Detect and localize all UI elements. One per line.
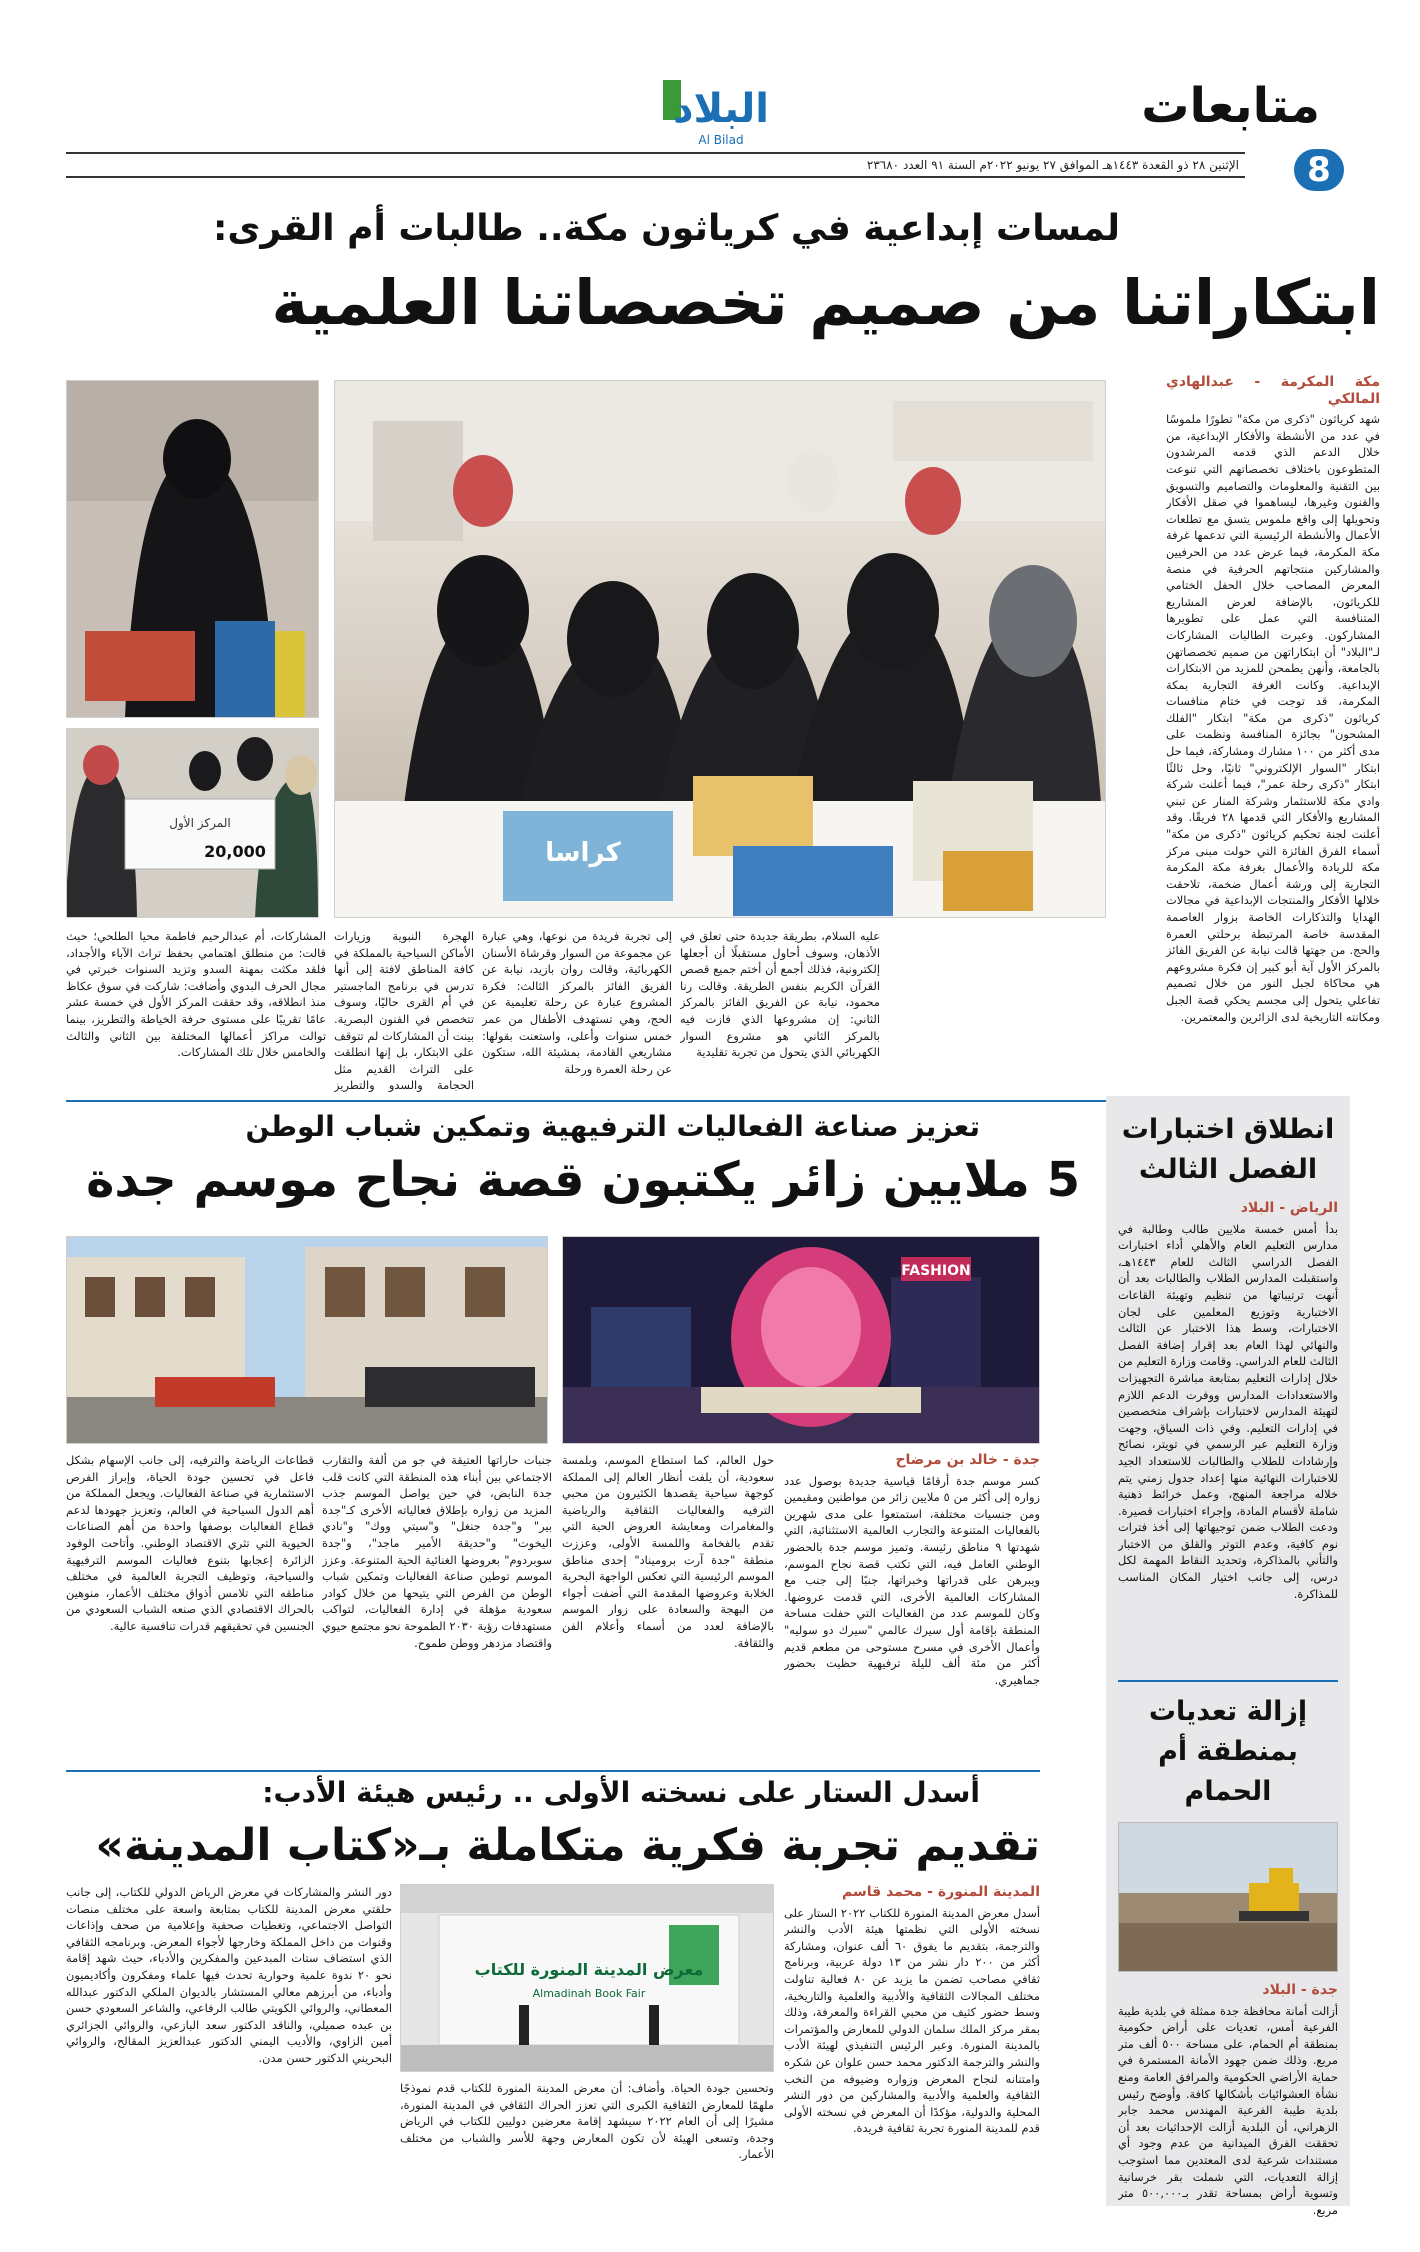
story1-col-right: [1166, 374, 1380, 1094]
bulldozer-image: [1119, 1823, 1337, 1972]
logo-wordmark: البلاد: [673, 86, 769, 132]
story2-col2: حول العالم، كما استطاع الموسم، وبلمسة سعودية، أن يلفت أنظار العالم إلى المملكة كوجهة سياحية يقصدها الكثيرون من محبي الترفيه والفعاليات الثقافية والرياضية والمغامرات ومعايشة العروض الحية التي تقدم بالفخامة واللمسة الأولى، وعززت منطقة "جدة آرت بروميناد" إحدى مناطق الموسم الرئيسية التي تعكس الواجهة البحرية الخلابة وعروضها المقدمة التي أضفت أجواء من البهجة والسعادة على زوار الموسم بالإضافة لعدد من أسماء وأعلام الفن والثقافة.: [562, 1453, 774, 1650]
sidebar-box2-byline: جدة - البلاد: [1262, 1982, 1338, 1998]
sidebar: [1106, 1096, 1350, 2217]
story1-col-mid1: عليه السلام، بطريقة جديدة حتى تعلق في الأذهان، وسوف أحاول مستقبلًا أن أجعلها إلكترونية، فذلك أجمع أن أختم جميع قصص القرآن الكريم بنفس الطريقة. وقالت رنا محمود، نيابة عن الفريق الفائز بالمركز الثاني: إن مشروعها الذي فازت فيه بالمركز الثاني هو مشروع السوار الكهربائي الذي يتحول من تجربة تقليدية: [680, 929, 880, 1060]
story2-col1: [784, 1452, 1040, 1777]
historic-jeddah-image: [66, 1237, 547, 1444]
dateline: الإثنين ٢٨ ذو القعدة ١٤٤٣هـ الموافق ٢٧ يونيو ٢٠٢٢م السنة ٩١ العدد ٢٣٦٨٠: [66, 152, 1245, 178]
sidebar-box1-byline: الرياض - البلاد: [1240, 1200, 1338, 1216]
sidebar-box1-body: [1118, 1200, 1338, 1670]
divider-1: [66, 1100, 1106, 1102]
story1-byline: مكة المكرمة - عبدالهادي المالكي: [1166, 374, 1380, 407]
students-exhibit-image: [334, 381, 1105, 918]
page-number: 8: [1290, 145, 1348, 195]
award-cheque-image: [66, 729, 318, 918]
story1-craft-photo: [66, 380, 319, 718]
story3-byline: المدينة المنورة - محمد قاسم: [842, 1884, 1040, 1900]
story3-bookfair-photo: [400, 1884, 774, 2072]
story2-col3: جنبات حاراتها العتيقة في جو من ألفة والتقارب الاجتماعي بين أبناء هذه المنطقة التي كانت قلب جدة النابض، في حين يواصل الموسم جذب المزيد من زواره بإطلاق فعالياته الأخرى كـ"جدة بير" و"جدة جنغل" و"سيتي ووك" و"نادي اليخوت" و"حديقة الأمير ماجد"، و"جدة سوبردوم" بعروضها الغنائية الحية المتنوعة. وعزز الموسم توطين صناعة الفعاليات وتمكين شباب الوطن من الفرص التي يتيحها من خلال كوادر سعودية مؤهلة في إدارة الفعاليات، لتواكب مستهدفات رؤية ٢٠٣٠ الطموحة نحو مجتمع حيوي واقتصاد مزدهر ووطن طموح.: [322, 1453, 552, 1650]
story3-col3: دور النشر والمشاركات في معرض الرياض الدولي للكتاب، إلى جانب حلقتي معرض المدينة للكتاب بمتابعة واسعة على مختلف منصات التواصل الاجتماعي، وتغطيات صحفية وإعلامية من صحف وإذاعات وقنوات من داخل المملكة وخارجها لأجواء المعرض. وبرنامجه الثقافي الذي استضاف ستات المبدعين والمفكرين والأدباء، حيث شهد إقامة نحو ٢٠ ندوة علمية وحوارية تحدث فيها علماء ومفكرون وأكاديميون وأدباء، من أبرزهم معالي المستشار بالديوان الملكي الدكتور عبدالله المعطاني، والروائي الكويتي طالب الرفاعي، والشاعر السعودي حسن بن عبده صميلي، والناقد الدكتور سعد البازعي، والروائي الجزائري أمين الزاوي، والأديب اليمني الدكتور عبدالعزيز المقالح، والروائي البحريني الدكتور حسن مدن.: [66, 1885, 392, 2065]
jeddah-season-night-image: [562, 1237, 1039, 1444]
sidebar-box1-text: بدأ أمس خمسة ملايين طالب وطالبة في مدارس التعليم العام والأهلي أداء اختبارات الفصل الدراسي الثالث للعام ١٤٤٣هـ، واستقبلت المدارس الطلاب والطالبات بعد أن أنهت ترتيباتها من تنظيم وتهيئة القاعات الاختبارية وتوزيع المعلمين على لجان الاختبارات، وسط هذا الاختبار عن الثالث والنهائي لهذا العام بعد إقرار إضافة الفصل الثالث للعام الدراسي. وقامت وزارة التعليم من خلال إدارات التعليم بمتابعة مباشرة التجهيزات والاستعدادات المدارس ووفرت الدعم اللازم لتهيئة المدارس لاختبارات بإشراف متخصصين في إدارات التعليم. وفي ذات السياق، وجهت وزارة التعليم عبر الرسمي في تويتر، نصائح وإرشادات للطلاب والطالبات للاستعداد الجيد للاختبارات النهائية منها إعداد جدول زمني يتم خلاله مراجعة المنهج، وعمل خرائط ذهنية شاملة لأقسام المادة، وإجراء اختبارات قصيرة. ودعت الطلاب ضمن توجيهاتها إلى أخذ فترات نوم كافية، وعدم التوتر والقلق من الاختبار والتأني بالمذاكرة، وتحديد النقاط المهمة لكل درس، إلى جانب اختيار المكان المناسب للمذاكرة.: [1118, 1221, 1338, 1601]
story2-byline: جدة - خالد بن مرضاح: [895, 1452, 1040, 1468]
cheque-amount: 20,000: [204, 842, 266, 861]
section-title: متابعات: [1141, 78, 1320, 134]
story2-kicker: تعزيز صناعة الفعاليات الترفيهية وتمكين شباب الوطن: [245, 1110, 980, 1143]
book-fair-en: Almadinah Book Fair: [532, 1987, 646, 2000]
story1-col-mid4: المشاركات، أم عبدالرحيم فاطمة محيا الطلحي؛ حيث قالت: من منطلق اهتمامي بحفظ تراث الآباء والأجداد، فلقد مكثت بمهنة السدو وتزيد السنوات خبرتي في مجال الحرف البدوي وأضافت: شاركت في سوق عكاظ منذ انطلاقه، وقد حققت المركز الأول في خمسة عشر عامًا تقريبًا على مستوى حرفة الخياطة والتطريز، بينما توالت مراكز أعمالها المختلفة بين الثاني والثالث والخامس خلال تلك المشاركات.: [66, 929, 326, 1060]
story3-headline: تقديم تجربة فكرية متكاملة بـ«كتاب المدينة»: [95, 1820, 1040, 1871]
logo-latin: Al Bilad: [698, 133, 744, 147]
story1-col-mid3: الهجرة النبوية وزيارات الأماكن السياحية بالمملكة في كافة المناطق لافتة إلى أنها تدرس في برنامج الماجستير في أم القرى حاليًا، وسوف تتخصص في الفنون البصرية. بينت أن المشاركات لم تتوقف على الابتكار، بل إنها انطلقت على التراث القديم مثل الحجامة والسدو والتطريز: [334, 929, 474, 1093]
sidebar-box2-photo: [1118, 1822, 1338, 1972]
divider-2: [66, 1770, 1040, 1772]
story3-kicker: أسدل الستار على نسخته الأولى .. رئيس هيئة الأدب:: [262, 1776, 980, 1809]
sidebar-box2-title: إزالة تعديات بمنطقة أم الحمام: [1148, 1696, 1308, 1807]
story1-col-mid2: إلى تجربة فريدة من نوعها، وهي عبارة عن مجموعة من السوار وقرشاة الأسنان الكهربائية، وقالت روان بازيد، نيابة عن الفريق الفائز بالمركز الثالث: فكرة المشروع عبارة عن رحلة تعليمية عن الحج، وهي تستهدف الأطفال من عمر خمس سنوات وأعلى، واستعنت بقولها: مشاريعي القادمة، بمشيئة الله، ستكون عن رحلة العمرة ورحلة: [482, 929, 672, 1076]
box-word: كراسا: [545, 838, 621, 868]
story1-award-photo: [66, 728, 319, 918]
sidebar-box2-body: [1118, 1982, 1338, 2252]
story1-main-photo: [334, 380, 1106, 918]
story3-col2: وتحسين جودة الحياة. وأضاف: أن معرض المدينة المنورة للكتاب قدم نموذجًا ملهمًا للمعارض الثقافية الكبرى التي تعزز الحراك الثقافي في المدينة المنورة، مشيرًا إلى أن العام ٢٠٢٢ سيشهد إقامة معرضين دوليين للكتاب في الرياض وجدة، وتسعى الهيئة لأن تكون المعارض وجهة للأسر والشباب من مختلف الأعمار.: [400, 2081, 774, 2162]
story2-headline: 5 ملايين زائر يكتبون قصة نجاح موسم جدة: [86, 1152, 1080, 1208]
story1-col-right-text: شهد كرياثون "ذكرى من مكة" تطورًا ملموسًا في عدد من الأنشطة والأفكار الإبداعية، من خلال الدعم الذي قدمه المرشدون المتطوعون باختلاف تخصصاتهم التي تنوعت بين التقنية والمعلومات والتصاميم والتسويق والفنون وغيرها، ليساهموا في صقل الأفكار وتحويلها إلى واقع ملموس يتسق مع تطلعات الأعمال والأنشطة الرئيسية التي تدعمها غرفة مكة المكرمة، فيما عرض عدد من الحرفيين والمشاركين منتجاتهم الحرفية في منصة المعرض المصاحب خلال الحفل الختامي للكرياثون، بالإضافة لعرض المشاريع المتنافسة التي عمل على تطويرها المشاركون. وعبرت الطالبات المشاركات لـ"البلاد" أن ابتكاراتهن من صميم تخصصاتهن بالجامعة، وأنهن يطمحن للمزيد من الابتكارات الإبداعية. وكانت الغرفة التجارية بمكة المكرمة، قد توجت في ختام منافسات كرياثون "ذكرى من مكة" ابتكار "الفلك المشحون" بجائزة المنافسة ونظمت على مدى أكثر من ١٠٠ مشارك ومشاركة، فيما حل ابتكار "السوار الإلكتروني" ثانيًا، وحل ثالثًا ابتكار "ذكرى رحلة عمر"، فيما أعلنت شركة وادي مكة للاستثمار وشركة المنار عن تبني المشاريع والأفكار التي قدمها ٢٨ فريقًا. وقد أعلنت لجنة تحكيم كرياثون "ذكرى من مكة" أسماء الفرق الفائزة التي حولت مبنى مركز مكة للريادة والأعمال بغرفة مكة المكرمة التجارية إلى ورشة أعمال ضخمة، تلاحقت خلالها الأفكار والمنتجات الإبداعية في مجالات الهدايا والتذكارات الخاصة بزوار العاصمة المقدسة خاصة المرتبطة برحلتي العمرة والحج. من جهتها قالت نيابة عن الفريق الفائز بالمركز الأول آية أبو كبير إن فكرة مشروعهم هي محاكاة لجبل النور من خلال تصميم تفاعلي يتحول إلى مجسم يحكي قصة الجبل ومكانته التاريخية لدى الزائرين والمعتمرين.: [1166, 412, 1380, 1024]
sidebar-box2-text: أزالت أمانة محافظة جدة ممثلة في بلدية طيبة الفرعية أمس، تعديات على أراض حكومية بمنطقة أم الحمام، على مساحة ٥٠٠ ألف متر مربع. وذلك ضمن جهود الأمانة المستمرة في حماية الأراضي الحكومية والمرافق العامة ومنع نشأة العشوائيات بأشكالها كافة. وأوضح رئيس بلدية طيبة الفرعية المهندس محمد جابر الزهراني، أن البلدية أزالت الإحداثيات بعد أن تحققت الفرق الميدانية من عدم وجود أي مستندات شرعية لدى المعتدين مما استوجب إزالة التعديات، التي شملت بقر خرسانية وتسوية أراض بمساحة تقدر بـ٥٠٠,٠٠٠ متر مربع.: [1118, 2003, 1338, 2217]
craftswoman-image: [66, 381, 318, 718]
sidebar-box1-title: انطلاق اختبارات الفصل الثالث: [1121, 1114, 1335, 1185]
story2-col4: قطاعات الرياضة والترفيه، إلى جانب الإسهام بشكل فاعل في تحسين جودة الحياة، وإبراز الفرص الاستثمارية في صناعة الفعاليات. ويجعل المملكة من أهم الدول السياحية في العالم، وتعزيز جهودها لدعم قطاع الفعاليات بوصفها واحدة من أهم الصناعات الحيوية التي تثري الاقتصاد الوطني. وأتاحت الوفود الزائرة إعجابها بتنوع فعاليات الموسم الترفيهية والسياحية، وتوظيف التجربة العالمية في مختلف مناطقه التي تلامس أذواق مختلف الأعمار، منوهين بالحراك الاقتصادي الذي صنعه الشباب السعودي من الجنسين في تحقيقهم قدرات تنافسية عالية.: [66, 1453, 314, 1633]
story2-festival-photo: [562, 1236, 1040, 1444]
fashion-sign: FASHION: [901, 1263, 971, 1279]
story2-col1-text: كسر موسم جدة أرقامًا قياسية جديدة بوصول عدد زواره إلى أكثر من ٥ ملايين زائر من مواطنين ومقيمين ومن جنسيات مختلفة، استمتعوا على مدى شهرين بالفعاليات المتنوعة والتجارب العالمية الاستثنائية، التي شهدتها ٩ مناطق رئيسة. وتميز موسم جدة بالحضور الوطني العامل فيه، التي تكتب قصة نجاح الموسم، ويبرهن على قدراتها وخبراتها، جنبًا إلى جنب مع المشاركات العالمية الأخرى، التي قدمت عروضها. وكان للموسم عدد من الفعاليات التي حفلت مساحة المنطقة بإقامة أول سيرك عالمي "سيرك دو سوليه" وأعمال الأخرى في مسرح مستوحى من مطعم قديم أكثر من مئة ألف لليلة ترفيهية حظيت بحضور جماهيري.: [784, 1473, 1040, 1687]
book-fair-image: [400, 1885, 773, 2072]
story1-headline: ابتكاراتنا من صميم تخصصاتنا العلمية: [271, 266, 1380, 339]
story2-historic-photo: [66, 1236, 548, 1444]
story3-col1-text: أسدل معرض المدينة المنورة للكتاب ٢٠٢٢ الستار على نسخته الأولى التي نظمتها هيئة الأدب والنشر والترجمة، بتقديم ما يفوق ٦٠ ألف عنوان، ومشاركة أكثر من ٢٠٠ دار نشر من ١٣ دولة عربية، وبرنامج ثقافي مصاحب تضمن ما يزيد عن ٨٠ فعالية تناولت مختلف المجالات الثقافية والأدبية والعلمية والتاريخية، وسط حضور كثيف من محبي القراءة والمعرفة، وذلك بمقر مركز الملك سلمان الدولي للمعارض والمؤتمرات بالمدينة المنورة. وعبر الرئيس التنفيذي لهيئة الأدب والنشر والترجمة الدكتور محمد حسن علوان عن شكره وامتنانه لنجاح المعرض وزواره وضيوفه من النخب الثقافية والعلمية والأدبية والمشاركين من دور النشر المحلية والدولية، مؤكدًا أن المعرض في نسخته الأولى قدم للمدينة المنورة تجربة ثقافية فريدة.: [784, 1905, 1040, 2136]
albilad-logo: [655, 78, 787, 150]
story3-col1: [784, 1884, 1040, 2204]
book-fair-ar: معرض المدينة المنورة للكتاب: [474, 1960, 704, 1979]
cheque-label: المركز الأول: [169, 816, 231, 830]
sidebar-divider: [1118, 1680, 1338, 1682]
story1-kicker: لمسات إبداعية في كرياثون مكة.. طالبات أم القرى:: [212, 208, 1120, 249]
